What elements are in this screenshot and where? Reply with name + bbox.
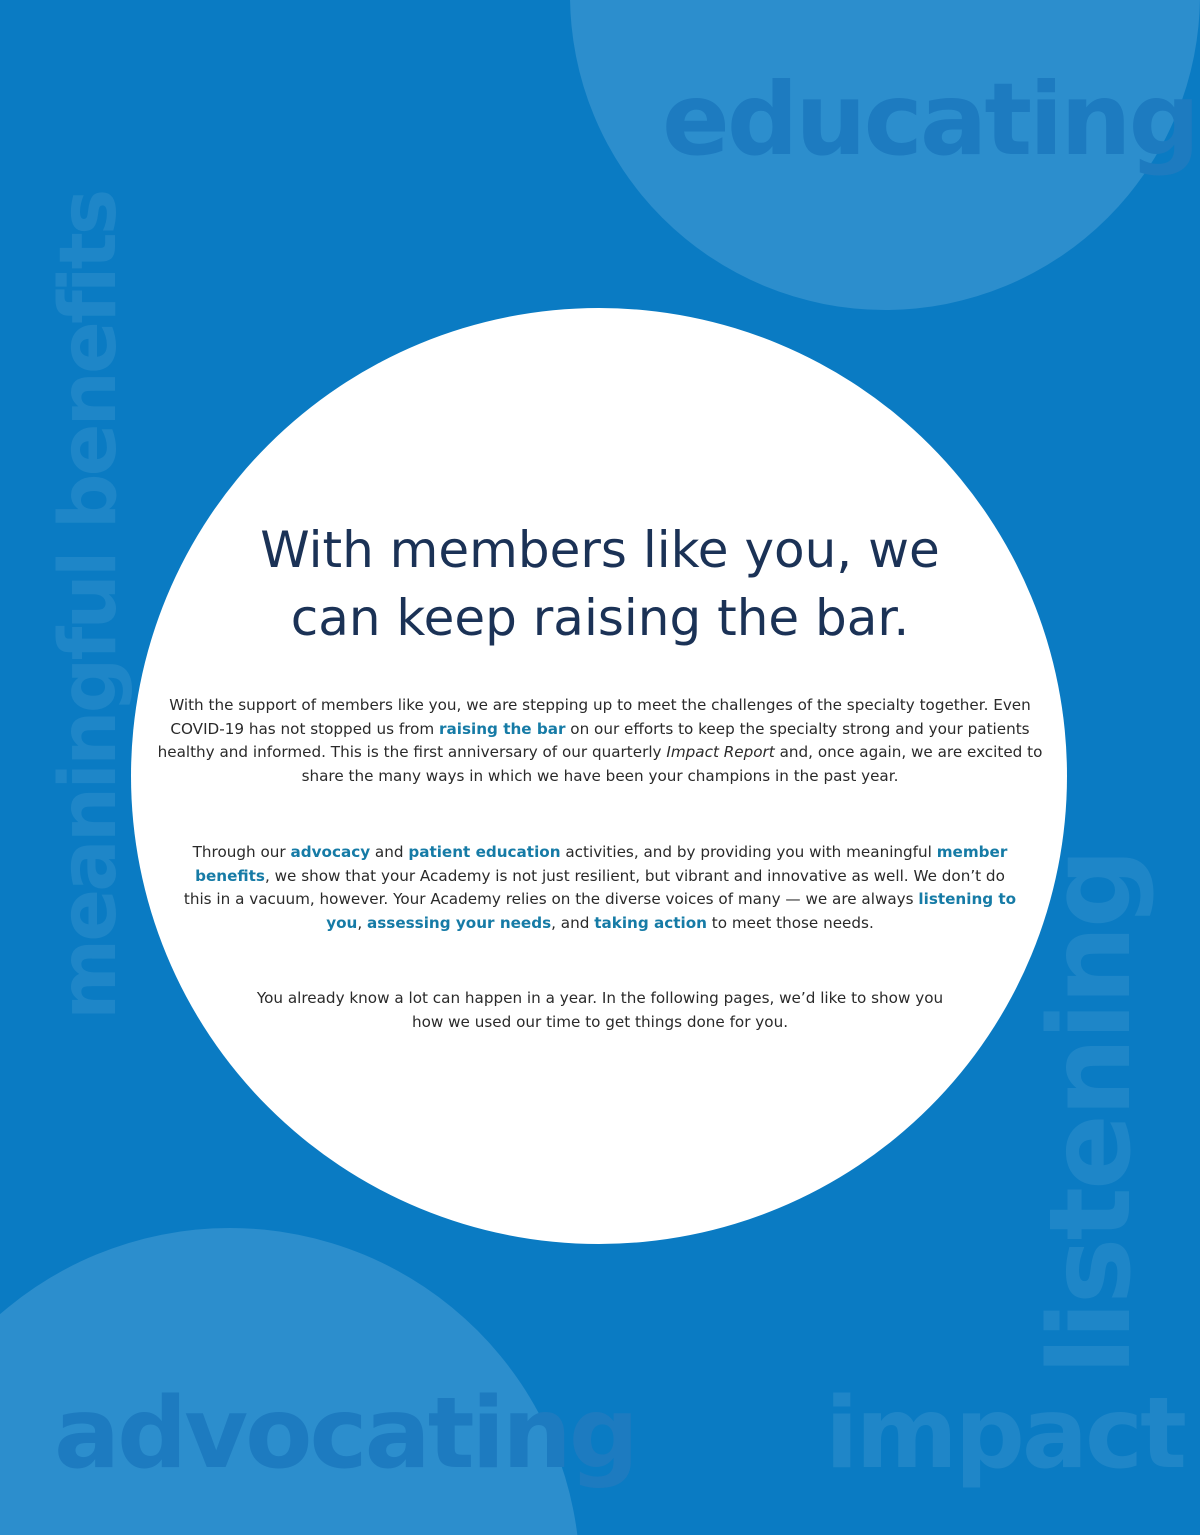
activities-text-6: , and [551, 913, 595, 932]
member-benefits-highlight: member benefits [195, 843, 1008, 885]
activities-text-2: and [370, 843, 409, 861]
activities-text-1: Through our [192, 843, 291, 861]
watermark-advocating: advocating [54, 1377, 637, 1491]
intro-text-3: and, once again, we are excited to share the many ways in which we have been your champions in the past year. [301, 743, 1043, 785]
listening-to-you-highlight: listening to you [326, 890, 1017, 932]
headline-line-1: With members like you, we [260, 521, 940, 579]
advocacy-highlight: advocacy [290, 843, 371, 861]
activities-text-4: , we show that your Academy is not just resilient, but vibrant and innovative as well. We don’t do this in a vacuum, however. Your Academy relies on the diverse voices of many — we are always [183, 866, 1005, 908]
taking-action-highlight: taking action [594, 913, 707, 932]
watermark-educating: educating [662, 61, 1198, 178]
intro-text-2: on our efforts to keep the specialty strong and your patients healthy and informed. This is the first anniversary of our quarterly [157, 719, 1030, 761]
activities-text-7: to meet those needs. [706, 913, 874, 932]
activities-text-5: , [357, 913, 368, 932]
activities-paragraph [180, 841, 1020, 935]
impact-report-title: Impact Report [666, 743, 775, 761]
headline-line-2: can keep raising the bar. [290, 589, 910, 647]
closing-paragraph: You already know a lot can happen in a year. In the following pages, we’d like to show you how we used our time to get things done for you. [256, 989, 944, 1031]
page-headline [200, 516, 1000, 652]
patient-education-highlight: patient education [408, 843, 561, 861]
intro-text-1: With the support of members like you, we are stepping up to meet the challenges of the specialty together. Even COVID-19 has not stopped us from [169, 696, 1031, 738]
intro-paragraph [150, 694, 1050, 788]
activities-text-3: activities, and by providing you with meaningful [560, 843, 937, 861]
watermark-listening: listening [1026, 851, 1156, 1375]
watermark-impact: impact [825, 1377, 1184, 1491]
raising-the-bar-highlight: raising the bar [439, 719, 566, 738]
watermark-meaningful-benefits: meaningful benefits [44, 191, 134, 1020]
assessing-your-needs-highlight: assessing your needs [367, 913, 552, 932]
